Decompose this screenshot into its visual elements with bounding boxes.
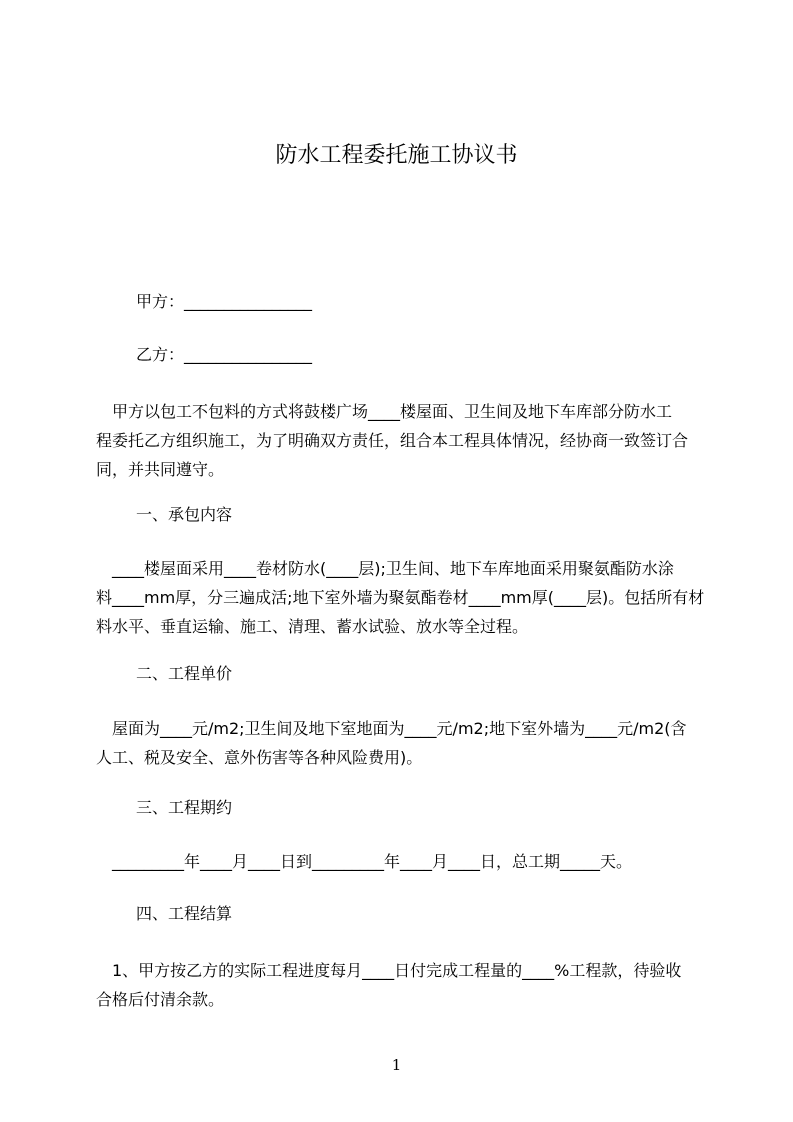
party-a-line: 甲方：________________ <box>136 292 313 311</box>
settlement-paragraph <box>96 956 706 1014</box>
unit-price-line: 人工、税及安全、意外伤害等各种风险费用)。 <box>96 748 423 767</box>
contract-content-line: 料____mm厚，分三遍成活;地下室外墙为聚氨酯卷材____mm厚(____层)。包括所有材 <box>96 588 705 607</box>
section-heading-unit-price: 二、工程单价 <box>136 664 233 683</box>
page-number: 1 <box>391 1056 402 1074</box>
schedule-line: _________年____月____日到_________年____月____日，总工期_____天。 <box>96 852 633 871</box>
document-title: 防水工程委托施工协议书 <box>275 143 518 168</box>
section-heading-schedule: 三、工程期约 <box>136 798 233 817</box>
contract-content-paragraph <box>96 554 706 641</box>
section-heading-settlement: 四、工程结算 <box>136 904 233 923</box>
settlement-line: 1、甲方按乙方的实际工程进度每月____日付完成工程量的____%工程款，待验收 <box>96 961 682 980</box>
section-heading-contract-content: 一、承包内容 <box>136 505 233 524</box>
schedule-paragraph <box>96 847 706 876</box>
contract-content-line: 料水平、垂直运输、施工、清理、蓄水试验、放水等全过程。 <box>96 617 529 636</box>
party-b-line: 乙方：________________ <box>136 345 313 364</box>
unit-price-line: 屋面为____元/m2;卫生间及地下室地面为____元/m2;地下室外墙为____元/m2(含 <box>96 719 687 738</box>
settlement-line: 合格后付清余款。 <box>96 990 225 1009</box>
unit-price-paragraph <box>96 714 706 772</box>
intro-line: 程委托乙方组织施工，为了明确双方责任，组合本工程具体情况，经协商一致签订合 <box>96 431 689 450</box>
intro-paragraph <box>96 397 706 484</box>
contract-content-line: ____楼屋面采用____卷材防水(____层);卫生间、地下车库地面采用聚氨酯防水涂 <box>96 559 674 578</box>
intro-line: 同，并共同遵守。 <box>96 460 225 479</box>
intro-line: 甲方以包工不包料的方式将鼓楼广场____楼屋面、卫生间及地下车库部分防水工 <box>96 402 673 421</box>
